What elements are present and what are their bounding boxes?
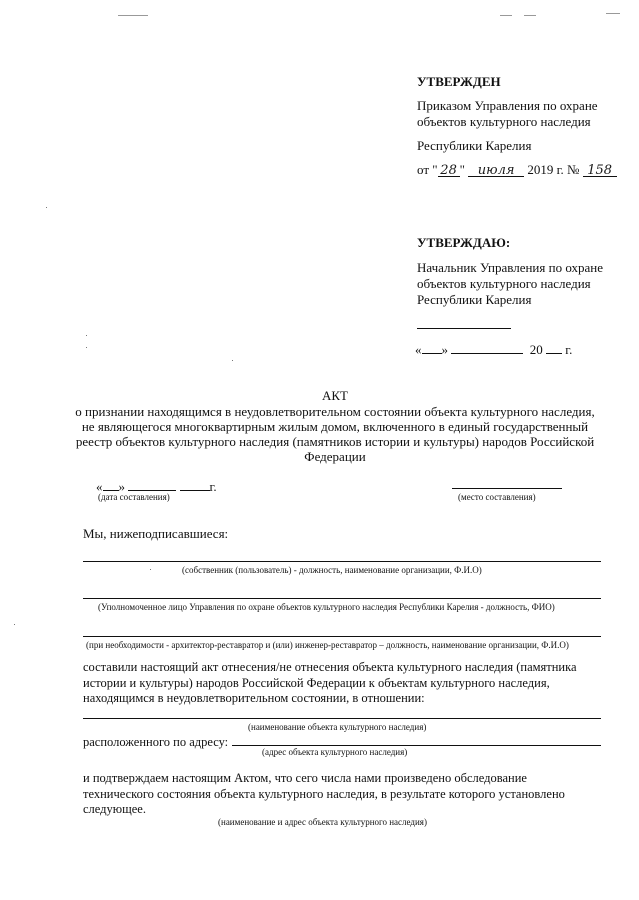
owner-caption: (собственник (пользователь) - должность, наименование организации, Ф.И.О)	[182, 565, 482, 575]
scan-speck	[150, 569, 151, 570]
quote-open: «	[415, 342, 422, 357]
scan-mark	[606, 13, 620, 14]
day-blank	[103, 477, 119, 491]
authorized-line	[83, 598, 601, 599]
date-prefix: от "	[417, 162, 438, 177]
act-heading: АКТ	[322, 388, 348, 403]
handwritten-day: 28	[438, 163, 460, 177]
architect-caption: (при необходимости - архитектор-реставратор и (или) инженер-реставратор – должность, наименование организации, Ф.И.О)	[86, 640, 569, 650]
approved-title: УТВЕРЖДЕН	[417, 74, 501, 89]
month-blank	[451, 340, 523, 354]
act-title-line-3: реестр объектов культурного наследия (памятников истории и культуры) народов Российской	[75, 434, 595, 449]
signature-line	[417, 328, 511, 329]
paragraph-1	[83, 660, 601, 707]
approve-line-3: Республики Карелия	[417, 292, 532, 307]
paragraph-1-line-2: истории и культуры) народов Российской Федерации к объектам культурного наследия,	[83, 675, 550, 690]
paragraph-1-line-1: составили настоящий акт отнесения/не отнесения объекта культурного наследия (памятника	[83, 660, 577, 674]
scan-speck	[46, 207, 47, 208]
approve-date-line	[415, 340, 572, 358]
act-title-line-4: Федерации	[304, 449, 366, 464]
approve-line-2: объектов культурного наследия	[417, 276, 591, 291]
scan-mark	[118, 15, 148, 16]
approved-line-1: Приказом Управления по охране	[417, 98, 598, 113]
place-caption: (место составления)	[458, 492, 536, 502]
year-prefix: 20	[529, 342, 543, 357]
year-suffix: г.	[565, 342, 573, 357]
approve-title: УТВЕРЖДАЮ:	[417, 235, 511, 250]
scan-speck	[86, 347, 87, 348]
paragraph-2-line-2: технического состояния объекта культурного наследия, в результате которого установлено	[83, 786, 565, 801]
scan-mark	[500, 15, 512, 16]
paragraph-2-line-1: и подтверждаем настоящим Актом, что сего числа нами произведено обследование	[83, 771, 527, 785]
approved-order-date	[417, 162, 617, 178]
scan-speck	[232, 360, 233, 361]
quote-close: »	[441, 342, 448, 357]
approve-line-1: Начальник Управления по охране	[417, 260, 603, 275]
day-blank	[422, 340, 442, 354]
paragraph-2-line-3: следующее.	[83, 802, 146, 816]
address-caption: (адрес объекта культурного наследия)	[262, 747, 408, 757]
month-blank	[128, 477, 176, 491]
quote-open: «	[96, 479, 103, 494]
object-name-line	[83, 718, 601, 719]
date-caption: (дата составления)	[98, 492, 170, 502]
paragraph-1-line-3: находящимся в неудовлетворительном состоянии, в отношении:	[83, 691, 425, 705]
date-mid-quote: "	[459, 162, 465, 177]
act-title-line-2: не являющегося многоквартирным жилым домом, включенного в единый государственный	[81, 419, 589, 434]
approved-line-2: объектов культурного наследия	[417, 114, 591, 129]
year-suffix: г.	[209, 479, 217, 494]
located-at-label: расположенного по адресу:	[83, 735, 229, 749]
year-blank	[546, 340, 562, 354]
architect-line	[83, 636, 601, 637]
scan-speck	[86, 335, 87, 336]
scan-speck	[14, 624, 15, 625]
object-name-caption: (наименование объекта культурного наследия)	[248, 722, 427, 732]
quote-close: »	[118, 479, 125, 494]
address-line	[232, 745, 601, 746]
authorized-caption: (Уполномоченное лицо Управления по охране объектов культурного наследия Республики Карелия - должность, ФИО)	[98, 602, 555, 612]
scan-mark	[524, 15, 536, 16]
place-line	[452, 488, 562, 489]
handwritten-order-number: 158	[583, 163, 617, 177]
year-blank	[180, 477, 210, 491]
we-signed-label: Мы, нижеподписавшиеся:	[83, 526, 229, 541]
date-year: 2019 г. №	[527, 162, 580, 177]
act-title-line-1: о признании находящимся в неудовлетворительном состоянии объекта культурного наследия,	[75, 404, 595, 419]
name-address-caption: (наименование и адрес объекта культурного наследия)	[218, 817, 427, 827]
owner-line	[83, 561, 601, 562]
handwritten-month: июля	[468, 163, 524, 177]
approved-line-3: Республики Карелия	[417, 138, 532, 153]
paragraph-2	[83, 771, 601, 818]
